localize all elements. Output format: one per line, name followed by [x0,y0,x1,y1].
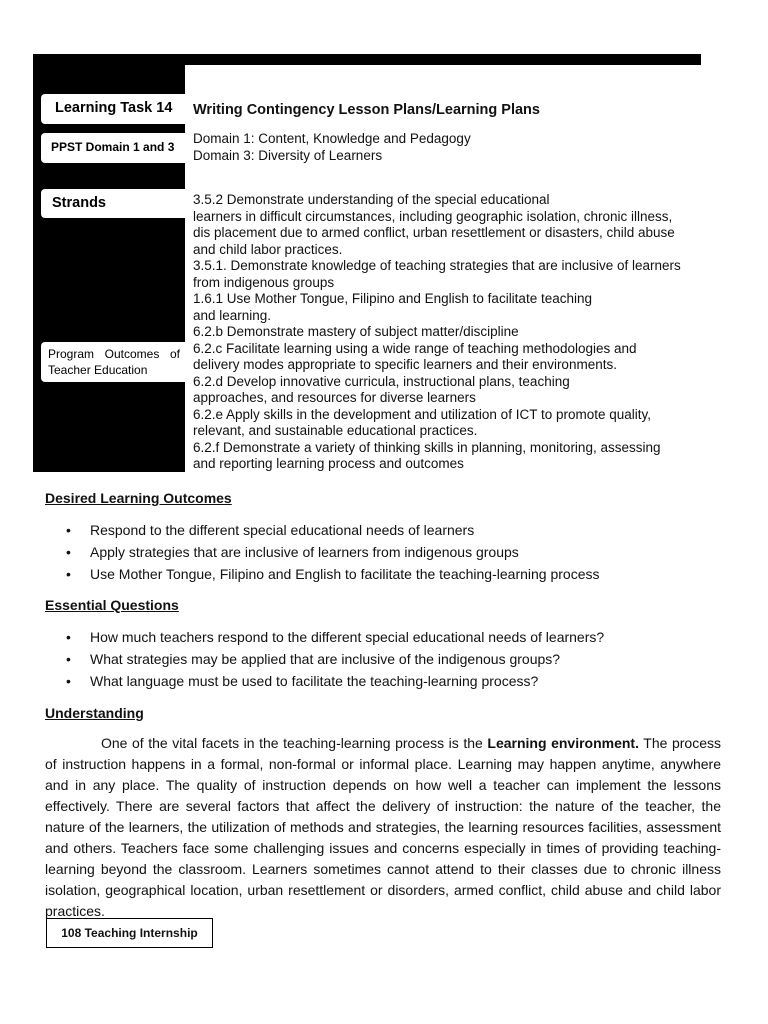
strand-line: from indigenous groups [193,274,335,290]
domain-list [193,131,471,164]
list-item: • Respond to the different special educational needs of learners [66,519,599,541]
strand-line: and reporting learning process and outcomes [193,456,464,471]
paragraph-intro: One of the vital facets in the teaching-learning process is the [101,735,488,751]
strand-line: learners in difficult circumstances, including geographic isolation, chronic illness, [193,208,673,224]
strand-line: delivery modes appropriate to specific learners and their environments. [193,357,617,372]
strand-line: approaches, and resources for diverse learners [193,390,476,405]
program-outcomes-label: Program Outcomes of Teacher Education [41,342,186,382]
paragraph-emphasis: Learning environment. [487,735,639,751]
strand-line: dis placement due to armed conflict, urban resettlement or disasters, child abuse [193,225,675,240]
page-footer: 108 Teaching Internship [46,918,213,948]
domain-line: Domain 3: Diversity of Learners [193,147,383,163]
essential-questions-heading: Essential Questions [45,597,179,613]
understanding-paragraph [45,733,721,922]
strand-line: relevant, and sustainable educational practices. [193,423,478,438]
domain-line: Domain 1: Content, Knowledge and Pedagogy [193,131,471,146]
strands-label: Strands [41,189,186,218]
strand-line: 6.2.f Demonstrate a variety of thinking skills in planning, monitoring, assessing [193,439,661,455]
strand-line: 6.2.c Facilitate learning using a wide range of teaching methodologies and [193,340,637,356]
list-item: • Use Mother Tongue, Filipino and English to facilitate the teaching-learning process [66,563,599,585]
desired-outcomes-list [66,519,599,585]
strands-text [193,192,713,473]
essential-questions-list [66,626,604,692]
list-item: • How much teachers respond to the different special educational needs of learners? [66,626,604,648]
understanding-heading: Understanding [45,705,144,721]
list-item: • Apply strategies that are inclusive of learners from indigenous groups [66,541,599,563]
list-item: • What strategies may be applied that are inclusive of the indigenous groups? [66,648,604,670]
strand-line: and child labor practices. [193,241,343,257]
learning-task-label: Learning Task 14 [41,94,186,124]
strand-line: 6.2.d Develop innovative curricula, instructional plans, teaching [193,373,570,389]
paragraph-body: The process of instruction happens in a formal, non-formal or informal place. Learning may happen anytime, anywhere and in any place. The quality of instruction depends on how well a teacher can implement the lessons effectively. There are several factors that affect the delivery of instruction: the nature of the teacher, the nature of the learners, the utilization of methods and strategies, the learning resources facilities, assessment and others. Teachers face some challenging issues and concerns especially in times of providing teaching-learning beyond the classroom. Learners sometimes cannot attend to their classes due to chronic illness isolation, geographical location, urban resettlement or disorders, armed conflict, child abuse and child labor practices. [45,735,721,919]
strand-line: 3.5.2 Demonstrate understanding of the special educational [193,192,550,207]
ppst-domain-label: PPST Domain 1 and 3 [41,133,186,163]
strand-line: 6.2.b Demonstrate mastery of subject matter/discipline [193,324,519,339]
desired-outcomes-heading: Desired Learning Outcomes [45,490,232,506]
strand-line: 1.6.1 Use Mother Tongue, Filipino and English to facilitate teaching [193,291,592,306]
strand-line: 6.2.e Apply skills in the development and utilization of ICT to promote quality, [193,406,652,422]
list-item: • What language must be used to facilitate the teaching-learning process? [66,670,604,692]
strand-line: 3.5.1. Demonstrate knowledge of teaching strategies that are inclusive of learners [193,258,681,273]
strand-line: and learning. [193,307,272,323]
task-title: Writing Contingency Lesson Plans/Learning Plans [193,102,540,118]
